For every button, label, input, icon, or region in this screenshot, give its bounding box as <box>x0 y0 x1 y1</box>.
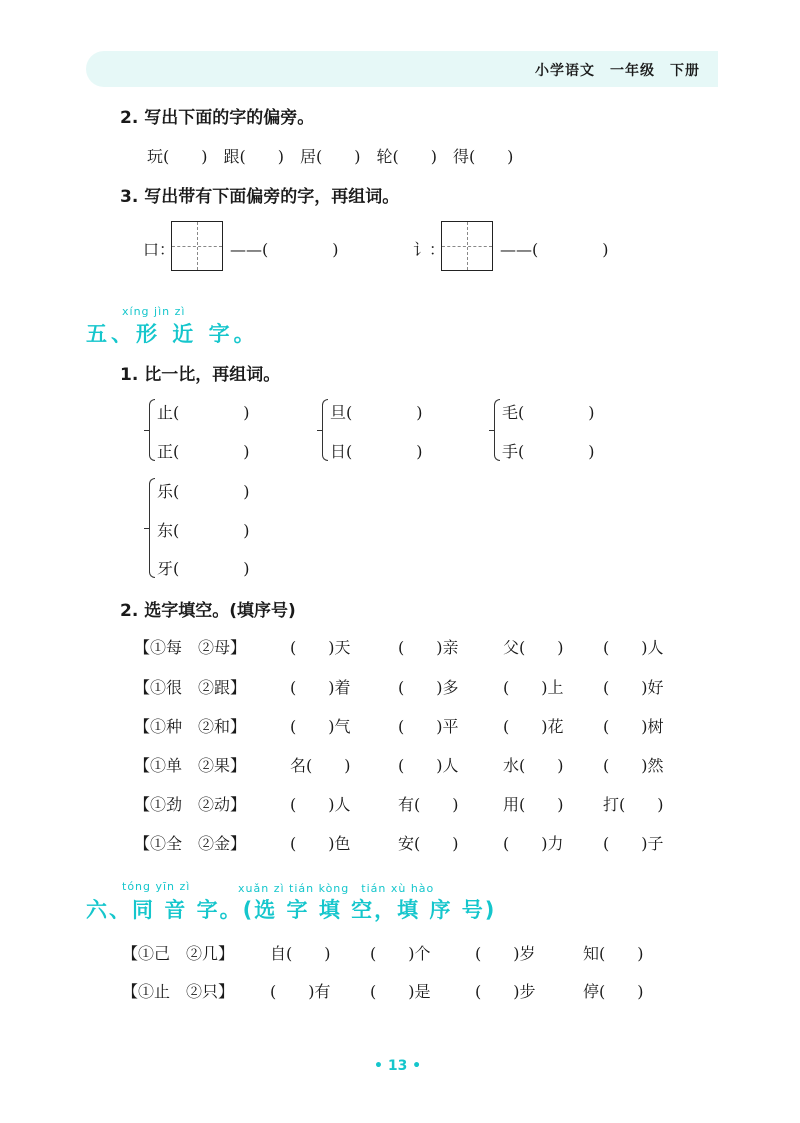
compare-item: 东( ) <box>157 521 250 540</box>
fill-item: ( )天 <box>290 638 351 657</box>
fill-item: 用( ) <box>503 795 564 814</box>
fill-item: ( )树 <box>603 717 664 736</box>
fill-item: 知( ) <box>583 944 644 963</box>
writing-box-1[interactable] <box>171 221 223 271</box>
fill-item: ( )人 <box>398 756 459 775</box>
fill-item: ( )多 <box>398 678 459 697</box>
brace <box>149 399 155 461</box>
fill-item: 父( ) <box>503 638 564 657</box>
option-label: 【①止 ②只】 <box>122 982 235 1001</box>
section5-pinyin: xíng jìn zì <box>122 305 186 318</box>
fill-item: 自( ) <box>270 944 331 963</box>
q3-radical-1: 口： <box>143 240 176 259</box>
option-label: 【①每 ②母】 <box>134 638 247 657</box>
fill-item: ( )力 <box>503 834 564 853</box>
section5-title: 五、形 近 字。 <box>86 322 259 346</box>
fill-item: ( )子 <box>603 834 664 853</box>
fill-item: ( )气 <box>290 717 351 736</box>
fill-item: 水( ) <box>503 756 564 775</box>
fill-item: 有( ) <box>398 795 459 814</box>
compare-item: 止( ) <box>157 403 250 422</box>
compare-item: 牙( ) <box>157 559 250 578</box>
fill-item: ( )岁 <box>475 944 536 963</box>
fill-item: ( )上 <box>503 678 564 697</box>
compare-item: 旦( ) <box>330 403 423 422</box>
option-label: 【①单 ②果】 <box>134 756 247 775</box>
fill-item: ( )有 <box>270 982 331 1001</box>
option-label: 【①己 ②几】 <box>122 944 235 963</box>
q3-radical-2: 讠： <box>413 240 446 259</box>
fill-item: ( )人 <box>290 795 351 814</box>
option-label: 【①很 ②跟】 <box>134 678 247 697</box>
compare-item: 毛( ) <box>502 403 595 422</box>
brace <box>149 478 155 578</box>
section6-title: 六、同 音 字。(选 字 填 空，填 序 号) <box>86 898 497 922</box>
fill-item: ( )亲 <box>398 638 459 657</box>
fill-item: ( )是 <box>370 982 431 1001</box>
fill-item: ( )着 <box>290 678 351 697</box>
fill-item: ( )色 <box>290 834 351 853</box>
q3-blank-2: ——( ) <box>500 240 609 259</box>
brace <box>322 399 328 461</box>
compare-item: 手( ) <box>502 442 595 461</box>
header-text: 小学语文 一年级 下册 <box>535 63 700 79</box>
header-bar <box>86 51 718 87</box>
brace <box>494 399 500 461</box>
section6-pinyin-1: tóng yīn zì <box>122 880 191 893</box>
option-label: 【①劲 ②动】 <box>134 795 247 814</box>
fill-item: ( )步 <box>475 982 536 1001</box>
section6-pinyin-2: xuǎn zì tián kòng tián xù hào <box>238 882 435 895</box>
fill-item: ( )然 <box>603 756 664 775</box>
writing-box-2[interactable] <box>441 221 493 271</box>
compare-item: 日( ) <box>330 442 423 461</box>
compare-item: 乐( ) <box>157 482 250 501</box>
page-number: • 13 • <box>374 1058 422 1074</box>
q2-row: 玩( ) 跟( ) 居( ) 轮( ) 得( ) <box>147 147 514 166</box>
fill-item: 打( ) <box>603 795 664 814</box>
q3-blank-1: ——( ) <box>230 240 339 259</box>
compare-item: 正( ) <box>157 442 250 461</box>
s5-q2-title: 2. 选字填空。(填序号) <box>120 601 296 621</box>
fill-item: ( )好 <box>603 678 664 697</box>
fill-item: ( )人 <box>603 638 664 657</box>
option-label: 【①全 ②金】 <box>134 834 247 853</box>
fill-item: ( )平 <box>398 717 459 736</box>
fill-item: ( )个 <box>370 944 431 963</box>
fill-item: 安( ) <box>398 834 459 853</box>
q3-title: 3. 写出带有下面偏旁的字，再组词。 <box>120 187 400 207</box>
fill-item: 名( ) <box>290 756 351 775</box>
q2-title: 2. 写出下面的字的偏旁。 <box>120 108 315 128</box>
fill-item: 停( ) <box>583 982 644 1001</box>
option-label: 【①种 ②和】 <box>134 717 247 736</box>
s5-q1-title: 1. 比一比，再组词。 <box>120 365 281 385</box>
fill-item: ( )花 <box>503 717 564 736</box>
